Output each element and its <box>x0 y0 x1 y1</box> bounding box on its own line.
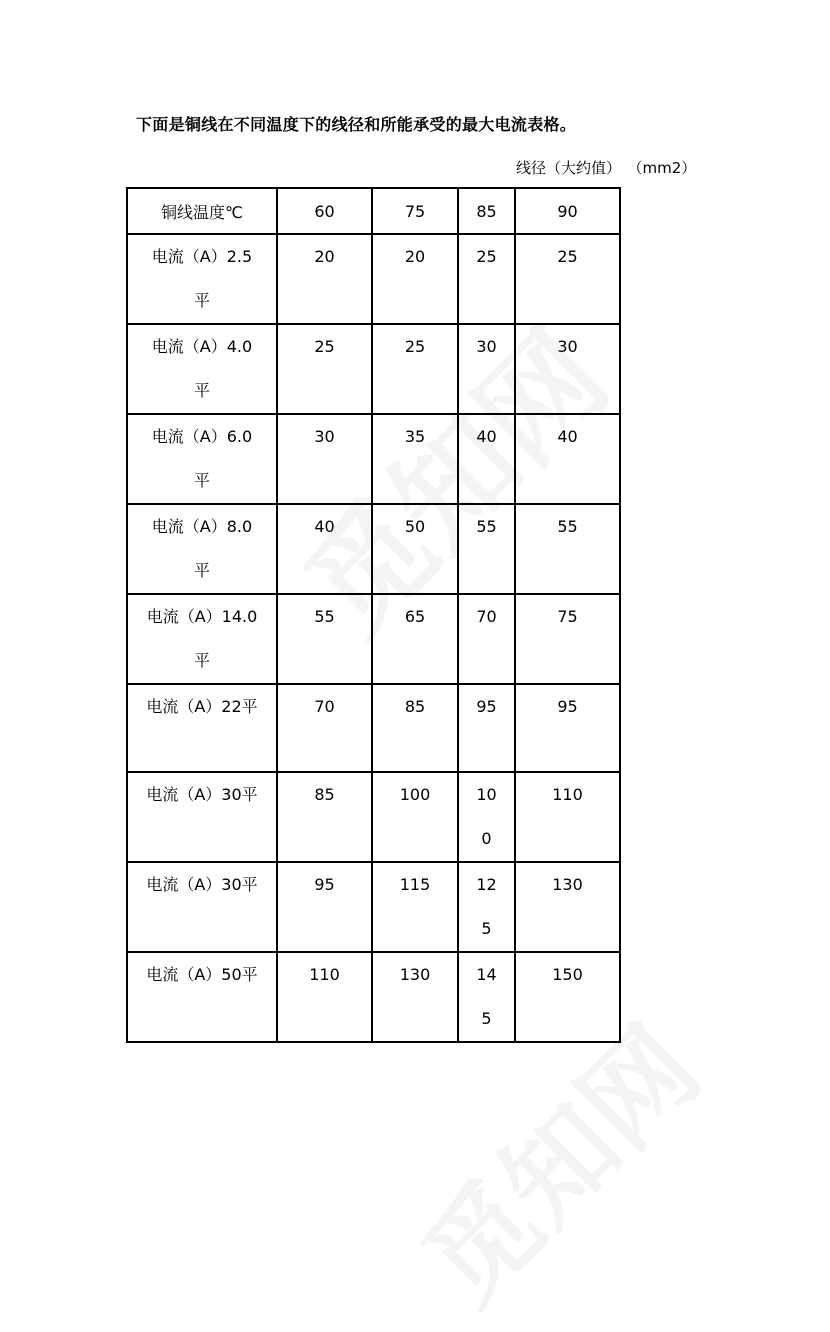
cell-value: 75 <box>557 607 578 626</box>
value-cell <box>515 862 620 952</box>
cell-value: 85 <box>476 201 497 221</box>
value-cell <box>277 952 372 1042</box>
row-label-cell <box>127 594 277 684</box>
table-row <box>127 594 620 684</box>
value-cell <box>515 504 620 594</box>
cell-value: 145 <box>476 965 497 1028</box>
cell-value: 125 <box>476 875 497 938</box>
cell-value: 40 <box>314 517 335 536</box>
value-cell <box>372 772 458 862</box>
cell-value: 65 <box>404 607 426 626</box>
cell-value: 70 <box>314 697 335 716</box>
row-label: 电流（A）50平 <box>146 965 258 984</box>
value-cell <box>515 952 620 1042</box>
value-cell <box>458 188 515 234</box>
row-label: 电流（A）8.0平 <box>151 517 253 580</box>
cell-value: 20 <box>404 247 426 266</box>
value-cell <box>515 324 620 414</box>
table-row <box>127 684 620 772</box>
row-label: 电流（A）2.5平 <box>151 247 253 310</box>
table-header-row <box>127 188 620 234</box>
cell-value: 40 <box>476 427 497 446</box>
cell-value: 40 <box>557 427 578 446</box>
value-cell <box>277 504 372 594</box>
row-label-cell <box>127 862 277 952</box>
value-cell <box>458 414 515 504</box>
cell-value: 95 <box>557 697 578 716</box>
table-row <box>127 862 620 952</box>
row-label-cell <box>127 188 277 234</box>
value-cell <box>458 684 515 772</box>
cell-value: 85 <box>404 697 426 716</box>
cell-value: 95 <box>314 875 335 894</box>
cell-value: 100 <box>399 785 431 804</box>
value-cell <box>277 862 372 952</box>
cell-value: 70 <box>476 607 497 626</box>
cell-value: 20 <box>314 247 335 266</box>
cell-value: 150 <box>552 965 583 984</box>
row-label-cell <box>127 234 277 324</box>
row-label: 电流（A）22平 <box>146 697 258 716</box>
value-cell <box>277 324 372 414</box>
value-cell <box>372 594 458 684</box>
value-cell <box>277 188 372 234</box>
cell-value: 130 <box>399 965 431 984</box>
cell-value: 75 <box>404 201 426 221</box>
row-label-cell <box>127 504 277 594</box>
value-cell <box>372 188 458 234</box>
table-row <box>127 772 620 862</box>
cell-value: 25 <box>557 247 578 266</box>
value-cell <box>277 414 372 504</box>
value-cell <box>458 594 515 684</box>
value-cell <box>277 594 372 684</box>
value-cell <box>515 772 620 862</box>
cell-value: 25 <box>314 337 335 356</box>
value-cell <box>515 234 620 324</box>
row-label: 铜线温度℃ <box>161 202 243 222</box>
table-row <box>127 324 620 414</box>
table-row <box>127 234 620 324</box>
current-rating-table <box>126 187 621 1043</box>
cell-value: 55 <box>314 607 335 626</box>
row-label: 电流（A）14.0平 <box>146 607 258 670</box>
value-cell <box>372 504 458 594</box>
unit-note <box>516 157 696 178</box>
value-cell <box>372 234 458 324</box>
cell-value: 110 <box>309 965 340 984</box>
value-cell <box>458 772 515 862</box>
value-cell <box>277 772 372 862</box>
value-cell <box>458 504 515 594</box>
value-cell <box>458 324 515 414</box>
cell-value: 25 <box>476 247 497 266</box>
row-label: 电流（A）6.0平 <box>151 427 253 490</box>
value-cell <box>277 234 372 324</box>
document-title: 下面是铜线在不同温度下的线径和所能承受的最大电流表格。 <box>136 115 577 134</box>
value-cell <box>515 594 620 684</box>
value-cell <box>372 862 458 952</box>
cell-value: 55 <box>476 517 497 536</box>
unit-value: （mm2） <box>635 159 697 177</box>
value-cell <box>515 188 620 234</box>
cell-value: 55 <box>557 517 578 536</box>
row-label: 电流（A）30平 <box>146 785 258 804</box>
cell-value: 95 <box>476 697 497 716</box>
value-cell <box>458 862 515 952</box>
cell-value: 35 <box>404 427 426 446</box>
value-cell <box>372 414 458 504</box>
unit-label: 线径（大约值） <box>516 159 622 177</box>
cell-value: 100 <box>476 785 497 848</box>
cell-value: 85 <box>314 785 335 804</box>
row-label-cell <box>127 952 277 1042</box>
value-cell <box>515 414 620 504</box>
cell-value: 115 <box>399 875 431 894</box>
cell-value: 30 <box>314 427 335 446</box>
cell-value: 25 <box>404 337 426 356</box>
row-label: 电流（A）30平 <box>146 875 258 894</box>
row-label: 电流（A）4.0平 <box>151 337 253 400</box>
cell-value: 30 <box>557 337 578 356</box>
cell-value: 30 <box>476 337 497 356</box>
cell-value: 60 <box>314 201 335 221</box>
value-cell <box>372 952 458 1042</box>
cell-value: 110 <box>552 785 583 804</box>
cell-value: 130 <box>552 875 583 894</box>
value-cell <box>277 684 372 772</box>
value-cell <box>515 684 620 772</box>
value-cell <box>458 234 515 324</box>
value-cell <box>372 324 458 414</box>
row-label-cell <box>127 324 277 414</box>
row-label-cell <box>127 414 277 504</box>
value-cell <box>458 952 515 1042</box>
table-row <box>127 414 620 504</box>
row-label-cell <box>127 684 277 772</box>
row-label-cell <box>127 772 277 862</box>
value-cell <box>372 684 458 772</box>
table-row <box>127 504 620 594</box>
cell-value: 90 <box>557 201 578 221</box>
table-row <box>127 952 620 1042</box>
cell-value: 50 <box>404 517 426 536</box>
